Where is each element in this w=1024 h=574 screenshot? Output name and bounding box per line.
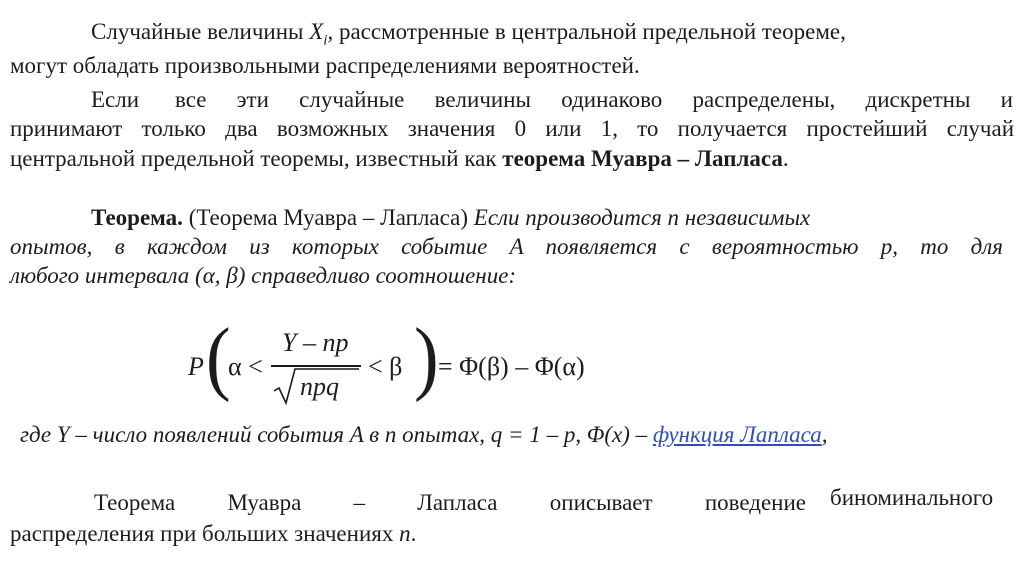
where-line <box>20 421 828 449</box>
text-fragment: . <box>782 146 789 171</box>
formula-denominator: npq <box>300 372 339 401</box>
variable-n: n <box>399 521 411 546</box>
theorem-line-3: любого интервала (α, β) справедливо соотношение: <box>10 263 517 288</box>
text-fragment: Случайные величины <box>91 19 310 44</box>
text-fragment: , рассмотренные в центральной предельной теореме, <box>327 19 846 44</box>
formula-p: P <box>188 352 204 381</box>
moivre-laplace-formula <box>180 311 600 407</box>
paragraph-2-line-2: принимают только два возможных значения 0 или 1, то получается простейший случай <box>10 116 1014 141</box>
text-fragment: распределения при больших значениях <box>10 521 400 546</box>
formula-beta: < β <box>368 352 403 381</box>
text-fragment: Если производится n независимых <box>473 205 811 230</box>
paragraph-1-line-2: могут обладать произвольными распределениями вероятностей. <box>10 53 640 78</box>
formula-rhs: = Φ(β) – Φ(α) <box>438 352 585 381</box>
theorem-title: (Теорема Муавра – Лапласа) <box>182 205 474 230</box>
text-fragment: центральной предельной теоремы, известный как <box>10 146 503 171</box>
text-fragment: Если <box>91 87 140 112</box>
formula-numerator: Y – np <box>282 328 349 357</box>
text-fragment: все эти случайные величины одинаково распределены, дискретны и <box>175 87 1013 112</box>
theorem-line-1 <box>91 204 810 232</box>
theorem-line-2: опытов, в каждом из которых событие A появляется с вероятностью p, то для <box>10 234 1003 259</box>
paragraph-3-line-1 <box>94 489 806 517</box>
theorem-label: Теорема. <box>91 205 183 230</box>
right-paren: ) <box>414 311 439 404</box>
variable-x: X <box>309 19 324 44</box>
laplace-function-link[interactable]: функция Лапласа <box>652 422 822 447</box>
formula-alpha: α < <box>228 352 263 381</box>
paragraph-3-line-2 <box>10 520 416 548</box>
left-paren: ( <box>206 311 231 404</box>
text-fragment: Теорема Муавра – Лапласа описывает поведение <box>94 490 806 515</box>
theorem-name-bold: теорема Муавра – Лапласа <box>502 146 783 171</box>
paragraph-3-line-1-end: биноминального <box>830 485 994 510</box>
paragraph-1-line-1 <box>91 18 846 55</box>
paragraph-2-line-1 <box>91 86 1013 114</box>
text-fragment: , <box>821 422 828 447</box>
paragraph-2-line-3 <box>10 145 789 173</box>
text-fragment: . <box>410 521 417 546</box>
subscript-i: i <box>323 32 328 49</box>
where-text: где Y – число появлений события A в n опытах, q = 1 – p, Φ(x) – <box>20 422 653 447</box>
